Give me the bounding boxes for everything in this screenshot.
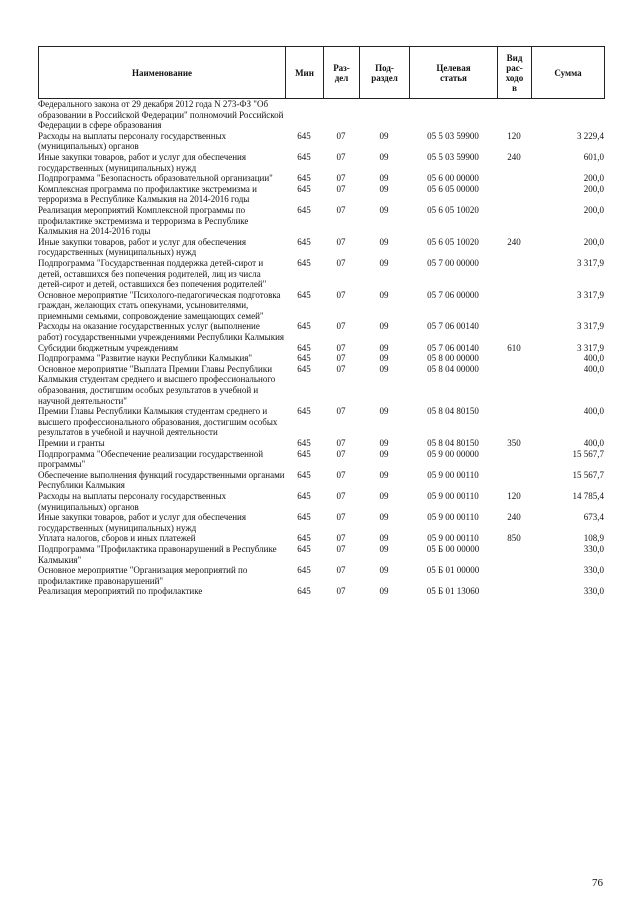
- table-header: [38, 46, 605, 99]
- cell-name: Подпрограмма "Обеспечение реализации государственной программы": [38, 448, 264, 470]
- cell-vid: 240: [507, 236, 521, 247]
- cell-statya: 05 Б 01 13060: [426, 586, 480, 597]
- cell-razdel: 07: [336, 438, 346, 448]
- cell-statya: 05 6 05 10020: [427, 236, 479, 247]
- cell-vid: 850: [507, 533, 521, 544]
- table-row: [38, 205, 604, 237]
- cell-min: 645: [297, 565, 311, 576]
- cell-podrazdel: 09: [379, 130, 389, 141]
- cell-name: Премии Главы Республики Калмыкия студентам среднего и высшего профессионального образования, достигшим особых результатов в учебной и научной деятельности: [38, 406, 278, 438]
- cell-statya: 05 9 00 00110: [427, 469, 479, 480]
- header-podrazdel: Под- раздел: [360, 47, 410, 99]
- cell-podrazdel: 09: [379, 353, 389, 364]
- cell-statya: 05 9 00 00110: [427, 533, 479, 544]
- cell-vid: 120: [507, 130, 521, 141]
- cell-summa: 15 567,7: [572, 469, 604, 480]
- cell-name: Основное мероприятие "Выплата Премии Главы Республики Калмыкия студентам среднего и высшего профессионального образования, достигшим особых результатов в учебной и научной деятельности": [38, 363, 276, 406]
- cell-summa: 601,0: [583, 151, 604, 162]
- header-name: Наименование: [39, 47, 286, 99]
- cell-statya: 05 8 04 80150: [427, 406, 479, 417]
- table-row: [38, 406, 604, 438]
- table-row: [38, 364, 604, 406]
- cell-name: Премии и гранты: [38, 438, 105, 448]
- cell-name: Подпрограмма "Государственная поддержка детей-сирот и детей, оставшихся без попечения родителей, лиц из числа детей-сирот и детей, оставшихся без попечения родителей": [38, 257, 267, 290]
- cell-min: 645: [297, 183, 311, 194]
- cell-razdel: 07: [336, 236, 346, 247]
- cell-podrazdel: 09: [379, 406, 389, 417]
- cell-vid: [497, 449, 531, 470]
- cell-vid: 240: [507, 512, 521, 523]
- cell-podrazdel: 09: [379, 183, 389, 194]
- cell-name: Расходы на выплаты персоналу государственных (муниципальных) органов: [38, 130, 227, 152]
- cell-podrazdel: 09: [379, 151, 389, 162]
- cell-vid: [497, 290, 531, 322]
- cell-vid: [497, 173, 531, 184]
- cell-min: 645: [297, 342, 311, 353]
- cell-name: Реализация мероприятий по профилактике: [38, 586, 203, 597]
- cell-vid: [497, 364, 531, 406]
- cell-summa: 400,0: [583, 363, 604, 374]
- cell-vid: [497, 544, 531, 565]
- cell-vid: [497, 565, 531, 586]
- table-row: [38, 290, 604, 322]
- table-row: [38, 131, 604, 152]
- cell-vid: [497, 205, 531, 237]
- table-row: [38, 470, 604, 491]
- cell-statya: 05 9 00 00000: [427, 448, 479, 459]
- table-row: [38, 533, 604, 544]
- cell-podrazdel: 09: [379, 533, 389, 544]
- cell-podrazdel: 09: [379, 363, 389, 374]
- cell-vid: [497, 406, 531, 438]
- table-row: [38, 237, 604, 258]
- cell-min: [285, 99, 323, 131]
- cell-razdel: 07: [336, 130, 346, 141]
- cell-statya: 05 8 00 00000: [427, 353, 479, 364]
- cell-razdel: 07: [336, 321, 346, 332]
- cell-razdel: 07: [336, 204, 346, 215]
- cell-min: 645: [297, 448, 311, 459]
- cell-min: 645: [297, 151, 311, 162]
- table-row: [38, 586, 604, 597]
- cell-summa: 200,0: [583, 204, 604, 215]
- cell-min: 645: [297, 204, 311, 215]
- cell-vid: [497, 321, 531, 342]
- cell-statya: 05 7 00 00000: [427, 257, 479, 268]
- header-summa: Сумма: [532, 47, 605, 99]
- cell-summa: 3 317,9: [577, 257, 604, 268]
- cell-statya: 05 7 06 00140: [427, 321, 479, 332]
- cell-razdel: 07: [336, 490, 346, 501]
- table-row: [38, 258, 604, 290]
- cell-min: 645: [297, 257, 311, 268]
- cell-name: Иные закупки товаров, работ и услуг для обеспечения государственных (муниципальных) нужд: [38, 151, 246, 173]
- cell-min: 645: [297, 353, 311, 364]
- cell-podrazdel: 09: [379, 448, 389, 459]
- table-row: [38, 321, 604, 342]
- table-row: [38, 565, 604, 586]
- cell-min: 645: [297, 406, 311, 417]
- table-row: [38, 512, 604, 533]
- cell-razdel: 07: [336, 363, 346, 374]
- cell-summa: [531, 99, 604, 131]
- cell-podrazdel: [359, 99, 409, 131]
- cell-name: Подпрограмма "Безопасность образовательной организации": [38, 173, 273, 184]
- cell-name: Федерального закона от 29 декабря 2012 года N 273-ФЗ "Об образовании в Российской Федерации" полномочий Российской Федерации в сфере образования: [38, 99, 284, 131]
- cell-name: Основное мероприятие "Психолого-педагогическая подготовка граждан, желающих стать опекунами, усыновителями, приемными семьями, сопровождение замещающих семей": [38, 289, 281, 321]
- cell-statya: 05 Б 00 00000: [426, 543, 480, 554]
- cell-razdel: 07: [336, 448, 346, 459]
- cell-summa: 400,0: [583, 438, 604, 448]
- cell-summa: 3 229,4: [577, 130, 604, 141]
- cell-summa: 330,0: [583, 586, 604, 597]
- cell-summa: 200,0: [583, 183, 604, 194]
- cell-podrazdel: 09: [379, 586, 389, 597]
- cell-min: 645: [297, 321, 311, 332]
- cell-vid: 240: [507, 151, 521, 162]
- cell-statya: 05 6 00 00000: [427, 173, 479, 184]
- header-razdel: Раз- дел: [324, 47, 360, 99]
- cell-min: 645: [297, 130, 311, 141]
- cell-min: 645: [297, 543, 311, 554]
- cell-statya: 05 8 04 80150: [427, 438, 479, 448]
- cell-razdel: 07: [336, 543, 346, 554]
- cell-razdel: 07: [336, 533, 346, 544]
- cell-summa: 400,0: [583, 353, 604, 364]
- cell-name: Иные закупки товаров, работ и услуг для обеспечения государственных (муниципальных) нужд: [38, 512, 246, 533]
- cell-summa: 3 317,9: [577, 289, 604, 300]
- cell-podrazdel: 09: [379, 565, 389, 576]
- cell-vid: [497, 586, 531, 597]
- cell-statya: 05 8 04 00000: [427, 363, 479, 374]
- table-row: [38, 449, 604, 470]
- cell-statya: 05 9 00 00110: [427, 512, 479, 523]
- cell-statya: 05 5 03 59900: [427, 151, 479, 162]
- cell-vid: [497, 184, 531, 205]
- cell-summa: 200,0: [583, 236, 604, 247]
- cell-razdel: 07: [336, 151, 346, 162]
- cell-summa: 330,0: [583, 565, 604, 576]
- header-vid: Вид рас- ходо в: [498, 47, 532, 99]
- cell-name: Обеспечение выполнения функций государственными органами Республики Калмыкия: [38, 469, 285, 491]
- cell-statya: 05 5 03 59900: [427, 130, 479, 141]
- cell-razdel: 07: [336, 342, 346, 353]
- cell-podrazdel: 09: [379, 236, 389, 247]
- cell-summa: 200,0: [583, 173, 604, 184]
- cell-min: 645: [297, 236, 311, 247]
- cell-name: Подпрограмма "Развитие науки Республики Калмыкия": [38, 353, 253, 364]
- cell-min: 645: [297, 490, 311, 501]
- cell-vid: [497, 470, 531, 491]
- cell-summa: 3 317,9: [577, 321, 604, 332]
- cell-razdel: 07: [336, 406, 346, 417]
- cell-razdel: 07: [336, 565, 346, 576]
- cell-min: 645: [297, 438, 311, 448]
- cell-vid: 120: [507, 490, 521, 501]
- cell-podrazdel: 09: [379, 257, 389, 268]
- cell-summa: 15 567,7: [572, 448, 604, 459]
- cell-summa: 108,9: [583, 533, 604, 544]
- cell-min: 645: [297, 173, 311, 184]
- cell-summa: 14 785,4: [572, 490, 604, 501]
- table-row: [38, 152, 604, 173]
- cell-min: 645: [297, 289, 311, 300]
- cell-razdel: 07: [336, 183, 346, 194]
- cell-podrazdel: 09: [379, 289, 389, 300]
- table-row: [38, 438, 604, 449]
- document-page: [38, 46, 604, 597]
- cell-name: Субсидии бюджетным учреждениям: [38, 342, 179, 353]
- cell-min: 645: [297, 586, 311, 597]
- cell-name: Комплексная программа по профилактике экстремизма и терроризма в Республике Калмыкия на 2014-2016 годы: [38, 183, 257, 205]
- cell-razdel: 07: [336, 289, 346, 300]
- cell-statya: 05 6 05 00000: [427, 183, 479, 194]
- cell-razdel: [323, 99, 359, 131]
- cell-razdel: 07: [336, 469, 346, 480]
- cell-min: 645: [297, 533, 311, 544]
- cell-statya: 05 7 06 00000: [427, 289, 479, 300]
- cell-vid: [497, 99, 531, 131]
- cell-name: Иные закупки товаров, работ и услуг для обеспечения государственных (муниципальных) нужд: [38, 236, 246, 258]
- cell-summa: 673,4: [583, 512, 604, 523]
- cell-vid: 610: [507, 342, 521, 353]
- header-min: Мин: [286, 47, 324, 99]
- table-row: [38, 353, 604, 364]
- cell-statya: 05 9 00 00110: [427, 490, 479, 501]
- cell-podrazdel: 09: [379, 173, 389, 184]
- cell-podrazdel: 09: [379, 321, 389, 332]
- cell-razdel: 07: [336, 173, 346, 184]
- cell-podrazdel: 09: [379, 438, 389, 448]
- cell-min: 645: [297, 512, 311, 523]
- cell-podrazdel: 09: [379, 342, 389, 353]
- cell-vid: 350: [507, 438, 521, 448]
- table-row: [38, 184, 604, 205]
- cell-razdel: 07: [336, 586, 346, 597]
- cell-podrazdel: 09: [379, 204, 389, 215]
- cell-razdel: 07: [336, 512, 346, 523]
- cell-podrazdel: 09: [379, 469, 389, 480]
- cell-podrazdel: 09: [379, 512, 389, 523]
- cell-name: Основное мероприятие "Организация мероприятий по профилактике правонарушений": [38, 565, 248, 586]
- cell-podrazdel: 09: [379, 490, 389, 501]
- cell-vid: [497, 258, 531, 290]
- cell-razdel: 07: [336, 353, 346, 364]
- cell-statya: 05 7 06 00140: [427, 342, 479, 353]
- cell-razdel: 07: [336, 257, 346, 268]
- header-statya: Целевая статья: [410, 47, 498, 99]
- cell-statya: 05 Б 01 00000: [426, 565, 480, 576]
- cell-name: Реализация мероприятий Комплексной программы по профилактике экстремизма и терроризма в Республике Калмыкия на 2014-2016 годы: [38, 204, 249, 237]
- page-number: 76: [592, 877, 603, 889]
- table-row: [38, 343, 604, 354]
- cell-vid: [497, 353, 531, 364]
- cell-name: Расходы на выплаты персоналу государственных (муниципальных) органов: [38, 490, 227, 512]
- cell-podrazdel: 09: [379, 543, 389, 554]
- table-row: [38, 173, 604, 184]
- cell-summa: 3 317,9: [577, 342, 604, 353]
- cell-statya: 05 6 05 10020: [427, 204, 479, 215]
- cell-min: 645: [297, 363, 311, 374]
- cell-name: Подпрограмма "Профилактика правонарушений в Республике Калмыкия": [38, 543, 277, 565]
- cell-min: 645: [297, 469, 311, 480]
- budget-table: [38, 99, 604, 597]
- table-row: [38, 491, 604, 512]
- cell-statya: [409, 99, 497, 131]
- cell-name: Уплата налогов, сборов и иных платежей: [38, 533, 196, 544]
- cell-summa: 330,0: [583, 543, 604, 554]
- cell-name: Расходы на оказание государственных услуг (выполнение работ) государственными учреждениями Республики Калмыкия: [38, 321, 285, 343]
- table-row: [38, 99, 604, 131]
- table-row: [38, 544, 604, 565]
- cell-summa: 400,0: [583, 406, 604, 417]
